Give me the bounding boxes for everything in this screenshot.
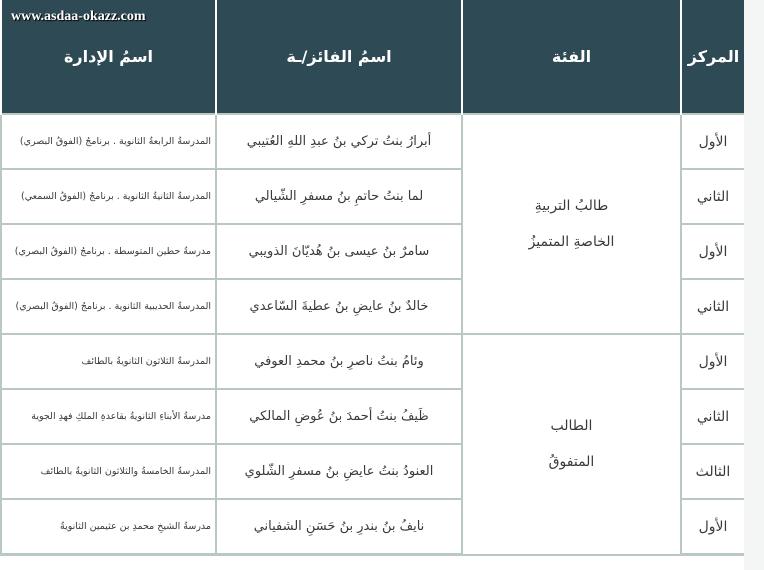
header-category: الفئة [462, 0, 681, 114]
rank-cell: الثالث [681, 444, 745, 499]
header-administration: اسمُ الإدارة [1, 0, 216, 114]
winner-cell: ظَيفُ بنتُ أحمدَ بنُ عُوضِ المالكي [216, 389, 462, 444]
winner-cell: لما بنتُ حاتمِ بنُ مسفرِ الشّيالي [216, 169, 462, 224]
category-cell [462, 114, 681, 334]
rank-cell: الثاني [681, 169, 745, 224]
rank-cell: الأول [681, 224, 745, 279]
header-winner: اسمُ الفائز/ـة [216, 0, 462, 114]
category-line: الطالب [550, 417, 593, 434]
rank-cell: الأول [681, 499, 745, 555]
category-line: المتفوقُ [548, 454, 595, 471]
page-edge-strip [744, 0, 764, 570]
header-rank: المركز [681, 0, 745, 114]
administration-cell: المدرسةُ الثلاثون الثانويةُ بالطائف [1, 334, 216, 389]
rank-cell: الثاني [681, 389, 745, 444]
category-line: طالبُ التربيةِ [534, 197, 609, 214]
winner-cell: وئامُ بنتُ ناصرِ بنُ محمدِ العوفي [216, 334, 462, 389]
rank-cell: الأول [681, 114, 745, 169]
winner-cell: خالدٌ بنُ عايضِ بنُ عطيةَ السّاعدي [216, 279, 462, 334]
table-row [1, 334, 745, 389]
administration-cell: المدرسةُ الحديبية الثانوية . برنامجُ (الفوقُ البصري) [1, 279, 216, 334]
site-watermark: www.asdaa-okazz.com [11, 9, 146, 24]
table-body [1, 114, 745, 555]
winner-cell: أبرارُ بنتُ تركي بنُ عبدِ اللهِ العُتيبي [216, 114, 462, 169]
administration-cell: مدرسةُ حطين المتوسطة . برنامجُ (الفوقُ البصري) [1, 224, 216, 279]
administration-cell: مدرسةُ الشيخِ محمدِ بن عثيمين الثانويةُ [1, 499, 216, 555]
administration-cell: المدرسةُ الثانيةُ الثانوية . برنامجُ (الفوقُ السمعي) [1, 169, 216, 224]
category-cell [462, 334, 681, 555]
winner-cell: سامرٌ بنُ عيسى بنُ هُديّانَ الذويبي [216, 224, 462, 279]
category-line: الخاصةِ المتميزُ [528, 234, 615, 250]
rank-cell: الأول [681, 334, 745, 389]
table-row [1, 114, 745, 169]
administration-cell: المدرسةُ الخامسةُ والثلاثون الثانويةُ بالطائف [1, 444, 216, 499]
rank-cell: الثاني [681, 279, 745, 334]
winner-cell: العنودُ بنتُ عايضِ بنُ مسفرِ الشّلوي [216, 444, 462, 499]
winner-cell: نايفُ بنُ بندرِ بنُ حَسَنِ الشفياني [216, 499, 462, 555]
administration-cell: مدرسةُ الأبناءِ الثانويةُ بقاعدةِ الملكِ فهدِ الجوية [1, 389, 216, 444]
administration-cell: المدرسةُ الرابعةُ الثانوية . برنامجُ (الفوقُ البصري) [1, 114, 216, 169]
